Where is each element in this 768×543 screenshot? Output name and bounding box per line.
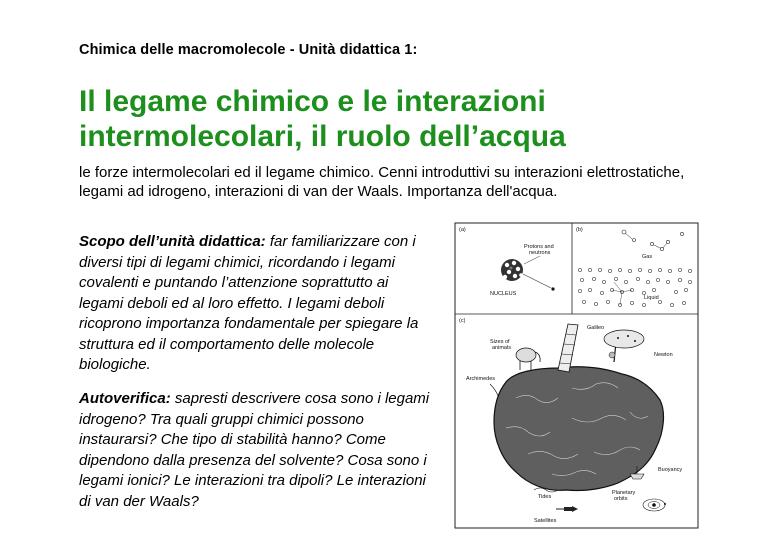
panel-c-label: (c) — [459, 318, 466, 324]
neutrons-label: neutrons — [529, 250, 551, 256]
planetary-label: Planetary — [612, 490, 636, 496]
scope-heading: Scopo dell’unità didattica: — [79, 233, 266, 250]
scope-paragraph — [79, 232, 435, 376]
gravity-forces-figure — [454, 222, 699, 529]
panel-a-label: (a) — [459, 227, 466, 233]
figure-illustration — [454, 222, 699, 529]
electron-dot — [551, 287, 554, 290]
tides-label: Tides — [538, 494, 552, 500]
scope-text: far familiarizzare con i diversi tipi di legami chimici, ricordando i legami covalenti e puntando l’attenzione soprattutto ai legami deboli ed al loro effetto. I legami deboli ricoprono importanza fondamentale per spiegare la struttura ed il comportamento delle molecole biologiche. — [79, 233, 419, 373]
buoyancy-label: Buoyancy — [658, 467, 683, 473]
course-subtitle: Chimica delle macromolecole - Unità didattica 1: — [79, 42, 418, 58]
liquid-label: Liquid — [644, 295, 659, 301]
title-line-1: Il legame chimico e le interazioni — [79, 85, 546, 118]
selfcheck-paragraph — [79, 389, 435, 512]
nucleus-icon — [501, 259, 523, 281]
slide-title — [79, 84, 699, 154]
selfcheck-text: sapresti descrivere cosa sono i legami idrogeno? Tra quali gruppi chimici possono instaurarsi? Che tipo di stabilità hanno? Come dipendono dalla presenza del solvente? Cosa sono i legami ionici? Le interazioni tra dipoli? Le interazioni di van der Waals? — [79, 390, 430, 510]
intro-text: le forze intermolecolari ed il legame chimico. Cenni introduttivi su interazioni elettrostatiche, legami ad idrogeno, interazioni di van der Waals. Importanza dell'acqua. — [79, 164, 685, 200]
orbits-label: orbits — [614, 496, 628, 502]
gas-label: Gas — [642, 254, 653, 260]
title-line-2: intermolecolari, il ruolo dell’acqua — [79, 120, 566, 153]
satellites-label: Satellites — [534, 518, 557, 524]
archimedes-label: Archimedes — [466, 376, 496, 382]
sizes-label: Sizes of — [490, 339, 510, 345]
animals-label: animals — [492, 345, 511, 351]
selfcheck-heading: Autoverifica: — [79, 390, 171, 407]
panel-b-label: (b) — [576, 227, 583, 233]
protons-label: Protons and — [524, 244, 554, 250]
galileo-label: Galileo — [587, 325, 605, 331]
newton-label: Newton — [654, 352, 673, 358]
nucleus-label: NUCLEUS — [490, 291, 517, 297]
